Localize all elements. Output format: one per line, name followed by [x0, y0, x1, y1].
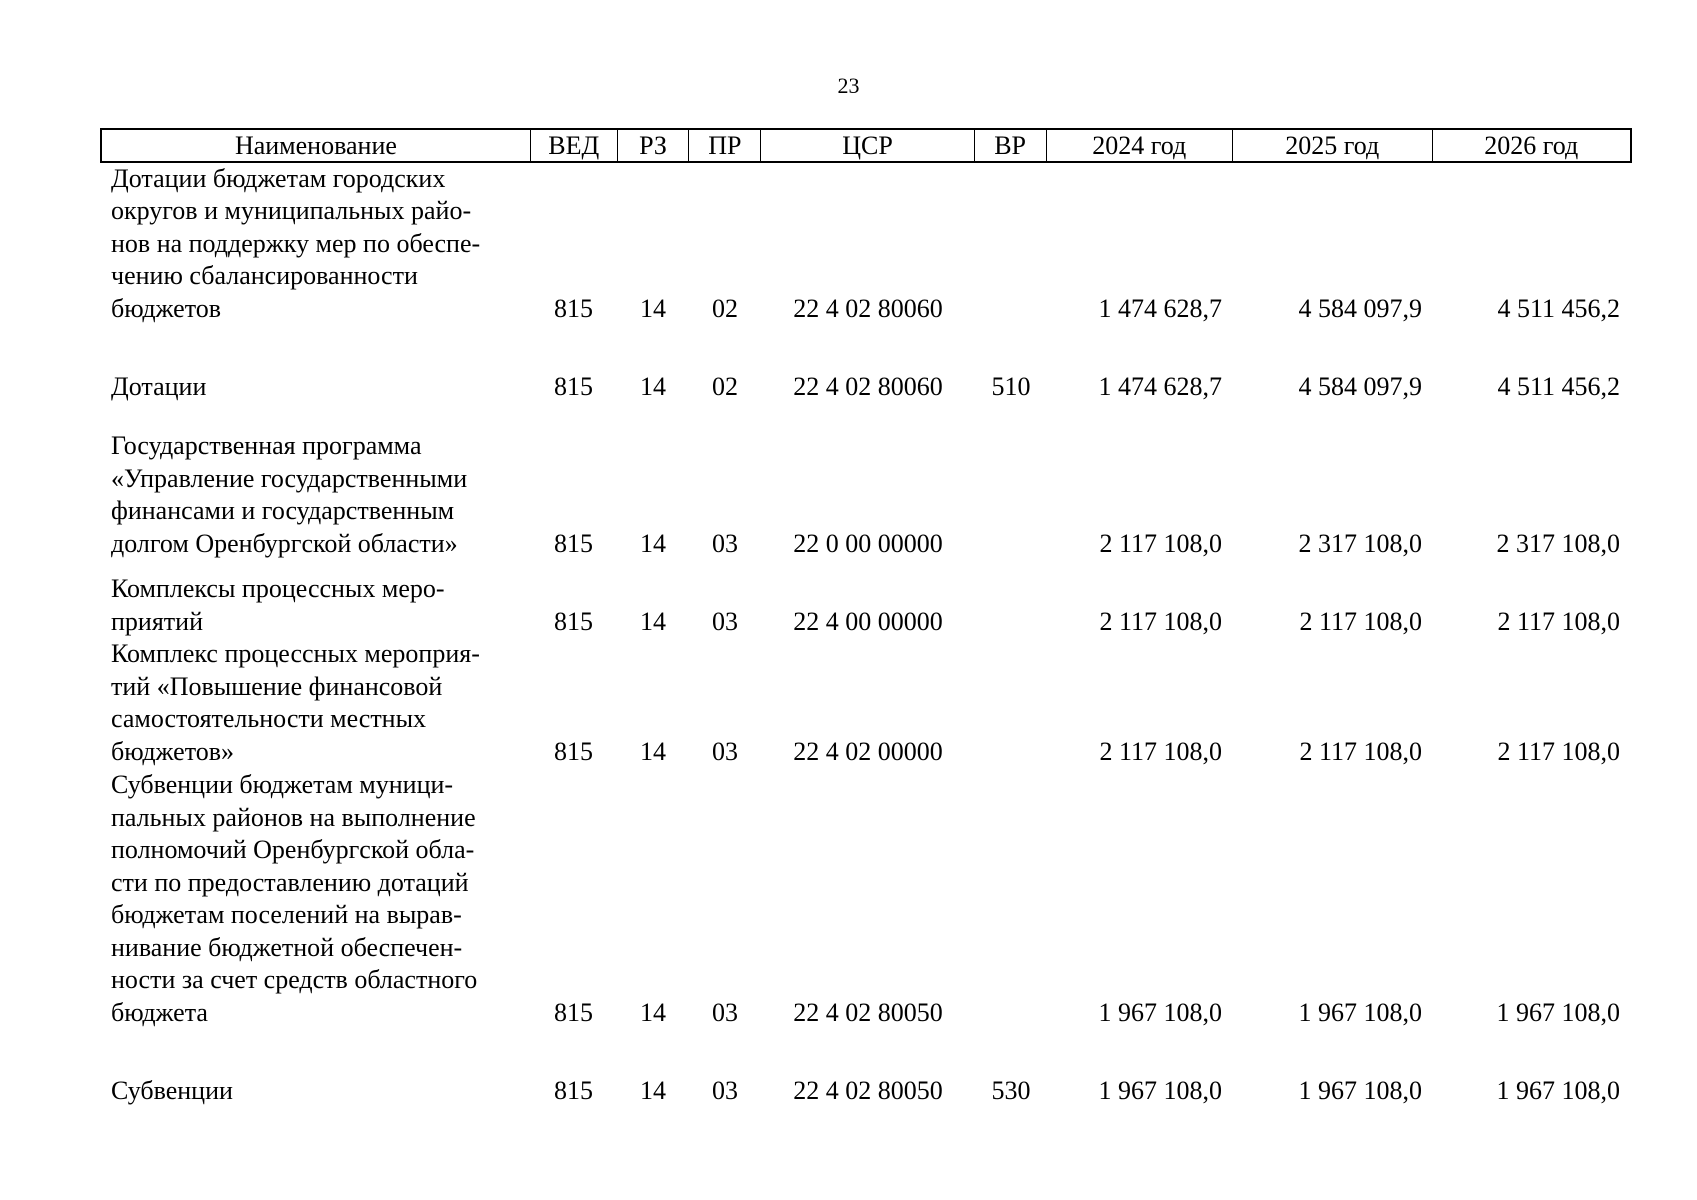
- row-rz: 14: [640, 1075, 666, 1105]
- row-name-line: долгом Оренбургской области»: [111, 528, 458, 558]
- row-name-line: нов на поддержку мер по обеспе-: [111, 228, 481, 258]
- row-csr: 22 4 02 00000: [793, 736, 943, 766]
- row-ved: 815: [554, 528, 593, 558]
- row-ved: 815: [554, 736, 593, 766]
- row-pr: 03: [712, 736, 738, 766]
- row-2025: 2 117 108,0: [1299, 606, 1422, 636]
- row-pr: 03: [712, 997, 738, 1027]
- row-vr: 530: [991, 1075, 1031, 1105]
- row-2025: 1 967 108,0: [1298, 1075, 1422, 1105]
- row-ved: 815: [554, 371, 593, 401]
- table-row: [100, 638, 1632, 768]
- row-name-line: нивание бюджетной обеспечен-: [111, 932, 463, 962]
- row-csr: 22 4 02 80060: [793, 371, 943, 401]
- header-2025: 2025 год: [1233, 130, 1432, 161]
- table-row: [100, 325, 1632, 403]
- row-name-line: бюджетов: [111, 293, 222, 323]
- row-rz: 14: [640, 606, 666, 636]
- header-rz: РЗ: [618, 130, 690, 161]
- table-row: [100, 403, 1632, 560]
- row-name-line: финансами и государственным: [111, 496, 455, 525]
- row-2026: 1 967 108,0: [1496, 1075, 1620, 1105]
- row-name-line: бюджетам поселений на вырав-: [111, 900, 462, 929]
- table-row: [100, 768, 1632, 1029]
- row-name: [100, 638, 530, 768]
- row-name-line: бюджета: [111, 997, 208, 1027]
- row-name: [100, 769, 530, 1029]
- row-2026: 2 117 108,0: [1497, 736, 1620, 766]
- row-pr: 02: [712, 371, 738, 401]
- row-ved: 815: [554, 293, 593, 323]
- row-2024: 2 117 108,0: [1099, 528, 1222, 558]
- row-2026: 2 117 108,0: [1497, 606, 1620, 636]
- row-pr: 03: [712, 528, 738, 558]
- row-2026: 2 317 108,0: [1496, 528, 1620, 558]
- row-pr: 03: [712, 606, 738, 636]
- row-ved: 815: [554, 606, 593, 636]
- row-name-line: Субвенции бюджетам муници-: [111, 770, 454, 799]
- row-name-line: полномочий Оренбургской обла-: [111, 835, 475, 864]
- row-name-line: Государственная программа: [111, 431, 422, 460]
- row-name: [100, 430, 530, 560]
- row-rz: 14: [640, 371, 666, 401]
- row-2024: 1 967 108,0: [1098, 997, 1222, 1027]
- table-header: [100, 128, 1632, 163]
- row-pr: 03: [712, 1075, 738, 1105]
- header-2024: 2024 год: [1047, 130, 1234, 161]
- table-row: [100, 560, 1632, 638]
- header-name: Наименование: [102, 130, 531, 161]
- table-row: [100, 162, 1632, 325]
- table-row: [100, 1029, 1632, 1107]
- row-name-line: бюджетов»: [111, 736, 235, 766]
- row-2024: 1 474 628,7: [1098, 293, 1222, 323]
- row-name-line: Субвенции: [111, 1075, 233, 1105]
- header-2026: 2026 год: [1484, 131, 1579, 160]
- row-csr: 22 4 02 80060: [793, 293, 943, 323]
- row-name-line: округов и муниципальных райо-: [111, 196, 472, 225]
- row-2026: 4 511 456,2: [1497, 293, 1620, 323]
- row-name-line: «Управление государственными: [111, 463, 468, 493]
- row-name: [100, 1075, 530, 1108]
- row-2024: 1 474 628,7: [1098, 371, 1222, 401]
- row-rz: 14: [640, 997, 666, 1027]
- page-number: 23: [837, 73, 860, 98]
- row-csr: 22 4 00 00000: [793, 606, 943, 636]
- row-name-line: тий «Повышение финансовой: [111, 671, 443, 701]
- row-name-line: Дотации бюджетам городских: [111, 163, 446, 193]
- header-ved: ВЕД: [531, 130, 618, 161]
- row-ved: 815: [554, 1075, 593, 1105]
- row-name-line: Комплексы процессных меро-: [111, 574, 445, 603]
- header-csr: ЦСР: [761, 130, 974, 161]
- row-csr: 22 0 00 00000: [793, 528, 943, 558]
- row-pr: 02: [712, 293, 738, 323]
- row-2025: 1 967 108,0: [1298, 997, 1422, 1027]
- row-csr: 22 4 02 80050: [793, 997, 943, 1027]
- row-2024: 2 117 108,0: [1099, 736, 1222, 766]
- row-vr: 510: [991, 371, 1031, 401]
- row-2024: 2 117 108,0: [1099, 606, 1222, 636]
- row-ved: 815: [554, 997, 593, 1027]
- row-2025: 2 317 108,0: [1298, 528, 1422, 558]
- row-2026: 1 967 108,0: [1496, 997, 1620, 1027]
- row-name-line: приятий: [111, 606, 203, 636]
- row-csr: 22 4 02 80050: [793, 1075, 943, 1105]
- row-rz: 14: [640, 293, 666, 323]
- row-2026: 4 511 456,2: [1497, 371, 1620, 401]
- row-name-line: сти по предоставлению дотаций: [111, 867, 469, 897]
- row-name: [100, 573, 530, 638]
- row-2025: 4 584 097,9: [1298, 371, 1422, 401]
- row-name-line: ности за счет средств областного: [111, 965, 478, 994]
- row-2025: 2 117 108,0: [1299, 736, 1422, 766]
- row-name: [100, 371, 530, 404]
- row-name-line: самостоятельности местных: [111, 704, 427, 733]
- header-pr: ПР: [689, 130, 761, 161]
- row-rz: 14: [640, 528, 666, 558]
- row-2025: 4 584 097,9: [1298, 293, 1422, 323]
- row-name-line: чению сбалансированности: [111, 261, 418, 290]
- row-name-line: Комплекс процессных мероприя-: [111, 639, 480, 668]
- row-rz: 14: [640, 736, 666, 766]
- row-name-line: пальных районов на выполнение: [111, 802, 476, 832]
- row-name: [100, 163, 530, 326]
- table-body: [100, 162, 1632, 1107]
- row-2024: 1 967 108,0: [1098, 1075, 1222, 1105]
- header-vr: ВР: [975, 130, 1047, 161]
- row-name-line: Дотации: [111, 371, 207, 401]
